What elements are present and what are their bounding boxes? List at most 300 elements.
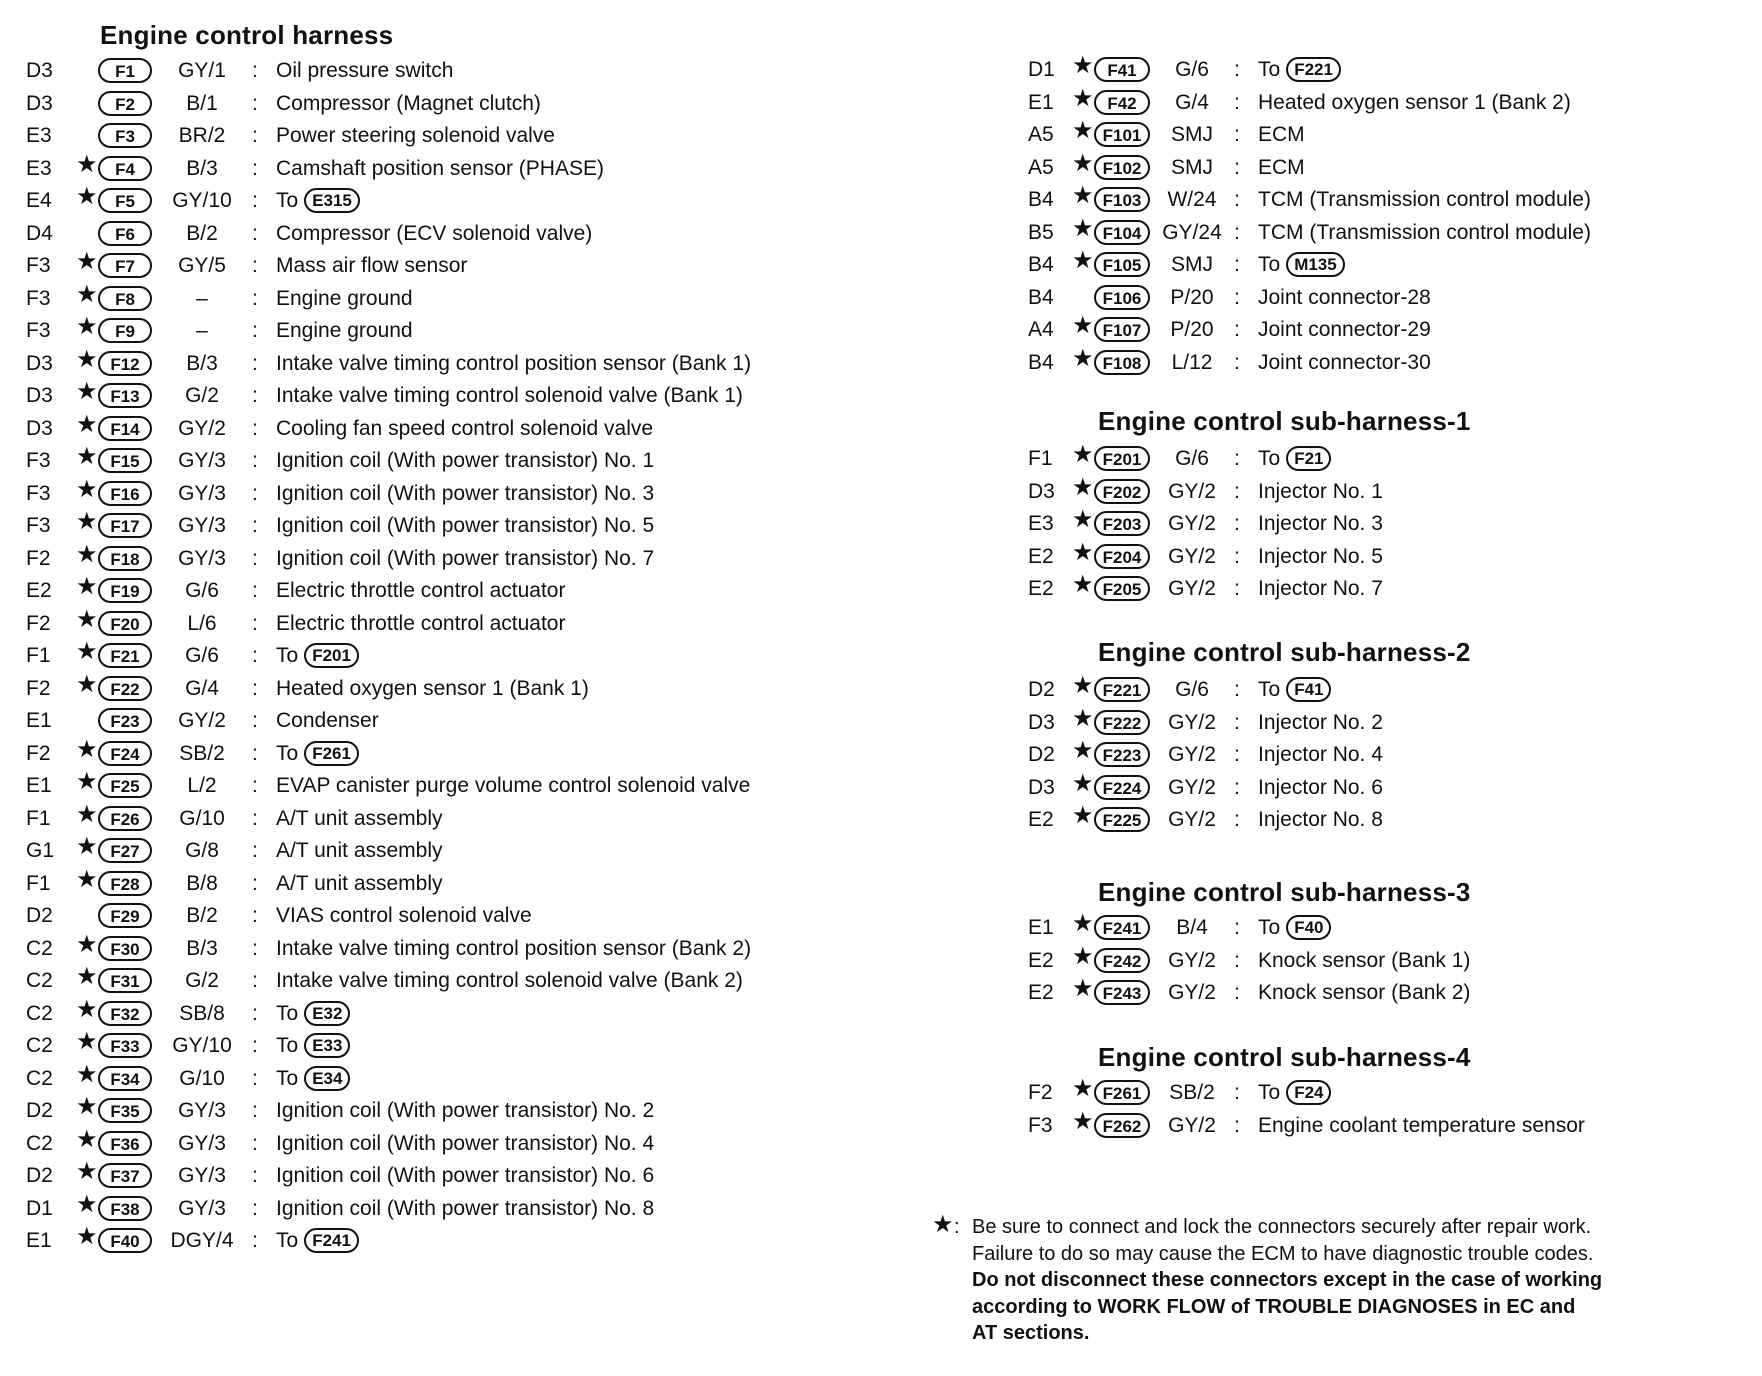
connector-description: [276, 1229, 359, 1253]
connector-description: Engine coolant temperature sensor: [1258, 1113, 1585, 1137]
separator-colon: :: [1234, 512, 1240, 535]
separator-colon: :: [252, 319, 258, 342]
connector-description: Ignition coil (With power transistor) No. 2: [276, 1099, 655, 1122]
grid-reference: F2: [26, 611, 51, 635]
connector-row: [26, 508, 846, 544]
star-icon: ★: [1072, 149, 1094, 177]
description-text: To: [276, 1229, 299, 1252]
connector-row: [1028, 975, 1748, 1011]
connector-id: F8: [98, 286, 152, 311]
star-icon: ★: [1072, 802, 1094, 829]
connector-id: F27: [98, 838, 152, 863]
grid-reference: C2: [26, 1001, 53, 1025]
wire-color-pins: SMJ: [1171, 155, 1213, 179]
star-icon: ★: [1072, 942, 1094, 970]
grid-reference: D1: [1028, 58, 1055, 81]
star-icon: ★: [76, 378, 98, 405]
separator-colon: :: [1234, 981, 1240, 1004]
connector-row: [26, 313, 846, 349]
footnote-line: Failure to do so may cause the ECM to have diagnostic trouble codes.: [972, 1242, 1594, 1265]
connector-row: [26, 280, 846, 317]
connector-row: [1028, 769, 1748, 806]
wire-color-pins: G/6: [1175, 58, 1209, 81]
wire-color-pins: –: [196, 286, 208, 310]
connector-row: [26, 56, 846, 89]
star-icon: ★: [1072, 506, 1094, 533]
connector-id: F9: [98, 318, 152, 343]
wire-color-pins: B/2: [186, 904, 218, 927]
connector-row: [1028, 737, 1748, 773]
description-text: To: [276, 741, 299, 765]
separator-colon: :: [252, 579, 258, 602]
star-icon: ★: [76, 410, 98, 438]
grid-reference: D3: [26, 59, 53, 82]
connector-description: Ignition coil (With power transistor) No. 5: [276, 514, 655, 537]
grid-reference: F2: [26, 676, 51, 700]
connector-row: [26, 150, 846, 187]
separator-colon: :: [1234, 916, 1240, 939]
wire-color-pins: L/12: [1171, 350, 1213, 374]
grid-reference: D1: [26, 1196, 53, 1220]
connector-id: F223: [1094, 742, 1150, 767]
wire-color-pins: G/2: [185, 969, 219, 992]
star-icon: ★: [1072, 247, 1094, 274]
description-text: To: [276, 1034, 299, 1057]
description-text: To: [276, 644, 299, 667]
connector-id: F224: [1094, 775, 1150, 800]
wire-color-pins: G/6: [1175, 678, 1209, 701]
target-connector-id: E33: [304, 1033, 350, 1058]
connector-row: [26, 638, 846, 674]
separator-colon: :: [1234, 948, 1240, 972]
star-icon: ★: [76, 475, 98, 503]
wire-color-pins: GY/24: [1162, 220, 1222, 244]
connector-description: Electric throttle control actuator: [276, 579, 566, 602]
wire-color-pins: G/6: [185, 644, 219, 667]
description-text: To: [1258, 678, 1281, 701]
star-icon: ★: [1072, 672, 1094, 699]
separator-colon: :: [1234, 318, 1240, 341]
grid-reference: F3: [26, 481, 51, 505]
footnote-body: [972, 1214, 1602, 1347]
connector-row: [1028, 149, 1748, 186]
star-icon: ★: [76, 1093, 98, 1120]
separator-colon: :: [252, 351, 258, 375]
target-connector-id: M135: [1286, 252, 1345, 277]
connector-row: [26, 1028, 846, 1064]
connector-id: F205: [1094, 576, 1150, 601]
connector-id: F31: [98, 968, 152, 993]
connector-row: [26, 1093, 846, 1129]
connector-description: Power steering solenoid valve: [276, 124, 555, 147]
connector-row: [1028, 214, 1748, 251]
connector-id: F23: [98, 708, 152, 733]
star-icon: ★: [1072, 441, 1094, 468]
description-text: To: [1258, 916, 1281, 939]
wire-color-pins: GY/3: [178, 1099, 226, 1122]
description-text: To: [276, 189, 299, 212]
connector-description: Cooling fan speed control solenoid valve: [276, 416, 654, 440]
separator-colon: :: [1234, 155, 1240, 179]
connector-description: [1258, 678, 1331, 702]
wire-color-pins: GY/2: [1168, 512, 1216, 535]
star-icon: ★: [76, 1060, 98, 1088]
star-icon: ★: [76, 930, 98, 958]
connector-row: [26, 183, 846, 219]
grid-reference: F1: [1028, 447, 1053, 470]
grid-reference: F1: [26, 644, 51, 667]
grid-reference: D2: [26, 904, 53, 927]
wire-color-pins: GY/3: [178, 449, 226, 472]
connector-row: [26, 995, 846, 1032]
connector-id: F42: [1094, 90, 1150, 115]
separator-colon: :: [1234, 285, 1240, 309]
connector-description: Compressor (ECV solenoid valve): [276, 221, 593, 245]
wire-color-pins: GY/2: [1168, 808, 1216, 831]
connector-row: [26, 800, 846, 837]
connector-description: [1258, 447, 1331, 471]
grid-reference: F3: [26, 449, 51, 472]
separator-colon: :: [252, 676, 258, 700]
star-icon: ★: [76, 963, 98, 990]
connector-id: F6: [98, 221, 152, 246]
separator-colon: :: [252, 1034, 258, 1057]
wire-color-pins: –: [196, 319, 208, 342]
grid-reference: E3: [26, 156, 52, 180]
grid-reference: E2: [26, 579, 52, 602]
description-text: To: [276, 1001, 299, 1025]
connector-id: F2: [98, 91, 152, 116]
connector-id: F108: [1094, 350, 1150, 375]
separator-colon: :: [1234, 1113, 1240, 1137]
connector-id: F35: [98, 1098, 152, 1123]
connector-description: Injector No. 1: [1258, 479, 1383, 503]
star-icon: ★: [76, 508, 98, 535]
separator-colon: :: [252, 286, 258, 310]
star-icon: ★: [1072, 769, 1094, 797]
wire-color-pins: B/3: [186, 936, 218, 960]
wire-color-pins: B/2: [186, 221, 218, 245]
grid-reference: D3: [26, 384, 53, 407]
star-icon: ★: [76, 443, 98, 470]
target-connector-id: E32: [304, 1001, 350, 1026]
connector-row: [26, 735, 846, 772]
grid-reference: A5: [1028, 123, 1054, 146]
connector-list-main: [26, 56, 846, 1259]
connector-list-sub-harness-1: [1028, 441, 1748, 607]
separator-colon: :: [252, 969, 258, 992]
wire-color-pins: GY/3: [178, 1196, 226, 1220]
connector-row: [26, 345, 846, 382]
connector-row: [1028, 802, 1748, 838]
grid-reference: E1: [1028, 90, 1054, 114]
wire-color-pins: W/24: [1167, 188, 1217, 211]
target-connector-id: E34: [304, 1066, 350, 1091]
connector-row: [26, 605, 846, 642]
separator-colon: :: [252, 124, 258, 147]
connector-id: F34: [98, 1066, 152, 1091]
star-icon: ★: [76, 248, 98, 275]
connector-row: [1028, 312, 1748, 348]
separator-colon: :: [252, 384, 258, 407]
connector-row: [26, 706, 846, 739]
connector-id: F38: [98, 1196, 152, 1221]
connector-id: F21: [98, 643, 152, 668]
connector-description: Joint connector-29: [1258, 318, 1431, 341]
connector-id: F16: [98, 481, 152, 506]
connector-description: [1258, 58, 1341, 82]
separator-colon: :: [1234, 447, 1240, 470]
wire-color-pins: GY/5: [178, 254, 226, 277]
separator-colon: :: [252, 156, 258, 180]
star-icon: ★: [76, 573, 98, 600]
wire-color-pins: GY/2: [1168, 479, 1216, 503]
connector-description: Oil pressure switch: [276, 59, 454, 82]
connector-description: [1258, 1081, 1331, 1105]
star-icon: ★: [1072, 312, 1094, 339]
connector-id: F37: [98, 1163, 152, 1188]
connector-description: Joint connector-30: [1258, 350, 1431, 374]
target-connector-id: F24: [1286, 1080, 1331, 1105]
connector-row: [1028, 182, 1748, 218]
connector-row: [26, 963, 846, 999]
connector-id: F29: [98, 903, 152, 928]
connector-description: [276, 644, 359, 668]
grid-reference: A5: [1028, 155, 1054, 179]
connector-row: [26, 219, 846, 252]
star-icon: ★: [1072, 704, 1094, 732]
separator-colon: :: [1234, 220, 1240, 244]
connector-id: F101: [1094, 122, 1150, 147]
star-icon: ★: [76, 1190, 98, 1218]
connector-id: F242: [1094, 948, 1150, 973]
separator-colon: :: [1234, 775, 1240, 799]
connector-row: [26, 1190, 846, 1227]
separator-colon: :: [252, 1001, 258, 1025]
footnote-colon: :: [954, 1216, 960, 1238]
grid-reference: B4: [1028, 285, 1054, 309]
separator-colon: :: [252, 254, 258, 277]
star-icon: ★: [1072, 182, 1094, 209]
connector-row: [1028, 52, 1748, 88]
wire-color-pins: G/8: [185, 839, 219, 862]
star-icon: ★: [76, 638, 98, 665]
section-title-sub-harness-1: Engine control sub-harness-1: [1098, 406, 1471, 436]
star-icon: ★: [76, 183, 98, 210]
connector-id: F5: [98, 188, 152, 213]
target-connector-id: F41: [1286, 677, 1331, 702]
connector-description: [276, 1067, 350, 1091]
connector-description: [1258, 253, 1345, 277]
separator-colon: :: [252, 1196, 258, 1220]
separator-colon: :: [252, 904, 258, 927]
connector-row: [1028, 283, 1748, 316]
connector-description: [276, 742, 359, 766]
wire-color-pins: B/1: [186, 91, 218, 115]
connector-description: Intake valve timing control position sensor (Bank 2): [276, 936, 752, 960]
separator-colon: :: [252, 709, 258, 732]
connector-description: Compressor (Magnet clutch): [276, 91, 541, 115]
grid-reference: D3: [26, 416, 53, 440]
separator-colon: :: [252, 1099, 258, 1122]
connector-row: [26, 443, 846, 479]
description-text: To: [276, 1066, 299, 1090]
grid-reference: E1: [26, 774, 52, 797]
connector-description: [276, 1002, 350, 1026]
grid-reference: D3: [26, 351, 53, 375]
wire-color-pins: GY/3: [178, 514, 226, 537]
connector-id: F22: [98, 676, 152, 701]
star-icon: ★: [76, 150, 98, 178]
connector-row: [26, 901, 846, 934]
star-icon: ★: [76, 605, 98, 633]
wire-color-pins: SB/8: [179, 1001, 225, 1025]
connector-row: [1028, 672, 1748, 708]
wire-color-pins: GY/2: [1168, 743, 1216, 766]
wire-color-pins: B/4: [1176, 916, 1208, 939]
connector-id: F40: [98, 1228, 152, 1253]
footnote-warning-line: AT sections.: [972, 1322, 1090, 1344]
grid-reference: E4: [26, 189, 52, 212]
star-icon: ★: [76, 768, 98, 795]
separator-colon: :: [252, 644, 258, 667]
connector-description: Injector No. 7: [1258, 577, 1383, 600]
connector-row: [26, 248, 846, 284]
connector-description: Intake valve timing control solenoid valve (Bank 2): [276, 969, 743, 992]
grid-reference: E3: [26, 124, 52, 147]
connector-description: Engine ground: [276, 319, 413, 342]
connector-description: Engine ground: [276, 286, 413, 310]
connector-description: [1258, 916, 1331, 940]
star-icon: ★: [76, 1028, 98, 1055]
star-icon: ★: [1072, 1075, 1094, 1102]
connector-row: [26, 670, 846, 707]
connector-id: F3: [98, 123, 152, 148]
wire-color-pins: G/2: [185, 384, 219, 407]
connector-row: [26, 540, 846, 577]
connector-id: F241: [1094, 915, 1150, 940]
grid-reference: D3: [1028, 479, 1055, 503]
wire-color-pins: B/8: [186, 871, 218, 895]
star-icon: ★: [1072, 52, 1094, 79]
separator-colon: :: [1234, 253, 1240, 276]
grid-reference: E2: [1028, 948, 1054, 972]
description-text: To: [1258, 1081, 1281, 1104]
separator-colon: :: [252, 221, 258, 245]
star-icon: ★: [1072, 571, 1094, 598]
wire-color-pins: SMJ: [1171, 253, 1213, 276]
grid-reference: B4: [1028, 188, 1054, 211]
connector-id: F225: [1094, 807, 1150, 832]
wire-color-pins: G/6: [185, 579, 219, 602]
wire-color-pins: GY/3: [178, 1131, 226, 1155]
star-icon: ★: [76, 280, 98, 308]
connector-list-main-continued: [1028, 52, 1748, 380]
connector-id: F222: [1094, 710, 1150, 735]
separator-colon: :: [252, 1131, 258, 1155]
connector-id: F107: [1094, 317, 1150, 342]
connector-description: Heated oxygen sensor 1 (Bank 2): [1258, 90, 1571, 114]
wire-color-pins: G/4: [185, 676, 219, 700]
grid-reference: F1: [26, 806, 51, 830]
separator-colon: :: [252, 1164, 258, 1187]
grid-reference: B4: [1028, 253, 1054, 276]
section-title-sub-harness-4: Engine control sub-harness-4: [1098, 1042, 1471, 1072]
star-icon: ★: [76, 670, 98, 698]
connector-description: Joint connector-28: [1258, 285, 1431, 309]
grid-reference: C2: [26, 969, 53, 992]
connector-id: F33: [98, 1033, 152, 1058]
connector-id: F26: [98, 806, 152, 831]
separator-colon: :: [1234, 350, 1240, 374]
wire-color-pins: GY/2: [178, 709, 226, 732]
connector-id: F104: [1094, 220, 1150, 245]
grid-reference: F2: [1028, 1081, 1053, 1104]
wire-color-pins: SMJ: [1171, 123, 1213, 146]
connector-id: F14: [98, 416, 152, 441]
connector-list-sub-harness-3: [1028, 910, 1748, 1011]
grid-reference: B5: [1028, 220, 1054, 244]
connector-row: [26, 1060, 846, 1097]
connector-description: Ignition coil (With power transistor) No. 3: [276, 481, 655, 505]
connector-description: Injector No. 2: [1258, 710, 1383, 734]
connector-id: F7: [98, 253, 152, 278]
star-icon: ★: [76, 345, 98, 373]
grid-reference: E2: [1028, 544, 1054, 568]
description-text: To: [1258, 253, 1281, 276]
connector-id: F18: [98, 546, 152, 571]
separator-colon: :: [252, 741, 258, 765]
connector-description: Ignition coil (With power transistor) No. 6: [276, 1164, 655, 1187]
connector-id: F4: [98, 156, 152, 181]
separator-colon: :: [252, 1229, 258, 1252]
connector-id: F1: [98, 58, 152, 83]
wire-color-pins: GY/10: [172, 189, 232, 212]
grid-reference: F2: [26, 741, 51, 765]
connector-description: Heated oxygen sensor 1 (Bank 1): [276, 676, 589, 700]
connector-id: F24: [98, 741, 152, 766]
separator-colon: :: [252, 611, 258, 635]
grid-reference: F1: [26, 871, 51, 895]
grid-reference: F3: [26, 254, 51, 277]
grid-reference: C2: [26, 936, 53, 960]
separator-colon: :: [252, 936, 258, 960]
connector-id: F15: [98, 448, 152, 473]
star-icon: ★: [1072, 538, 1094, 566]
wire-color-pins: L/6: [187, 611, 217, 635]
separator-colon: :: [252, 91, 258, 115]
wire-color-pins: SB/2: [179, 741, 225, 765]
wire-color-pins: GY/2: [1168, 544, 1216, 568]
connector-description: Camshaft position sensor (PHASE): [276, 156, 604, 180]
grid-reference: D2: [1028, 743, 1055, 766]
connector-description: Injector No. 5: [1258, 544, 1383, 568]
grid-reference: F3: [1028, 1113, 1053, 1137]
connector-row: [1028, 1107, 1748, 1144]
wire-color-pins: G/10: [179, 1066, 225, 1090]
star-icon: ★: [76, 735, 98, 763]
connector-id: F32: [98, 1001, 152, 1026]
connector-row: [26, 121, 846, 154]
grid-reference: E3: [1028, 512, 1054, 535]
separator-colon: :: [252, 871, 258, 895]
connector-row: [26, 89, 846, 122]
connector-row: [26, 378, 846, 414]
connector-id: F25: [98, 773, 152, 798]
star-icon: ★: [1072, 975, 1094, 1002]
connector-row: [1028, 473, 1748, 510]
connector-id: F102: [1094, 155, 1150, 180]
